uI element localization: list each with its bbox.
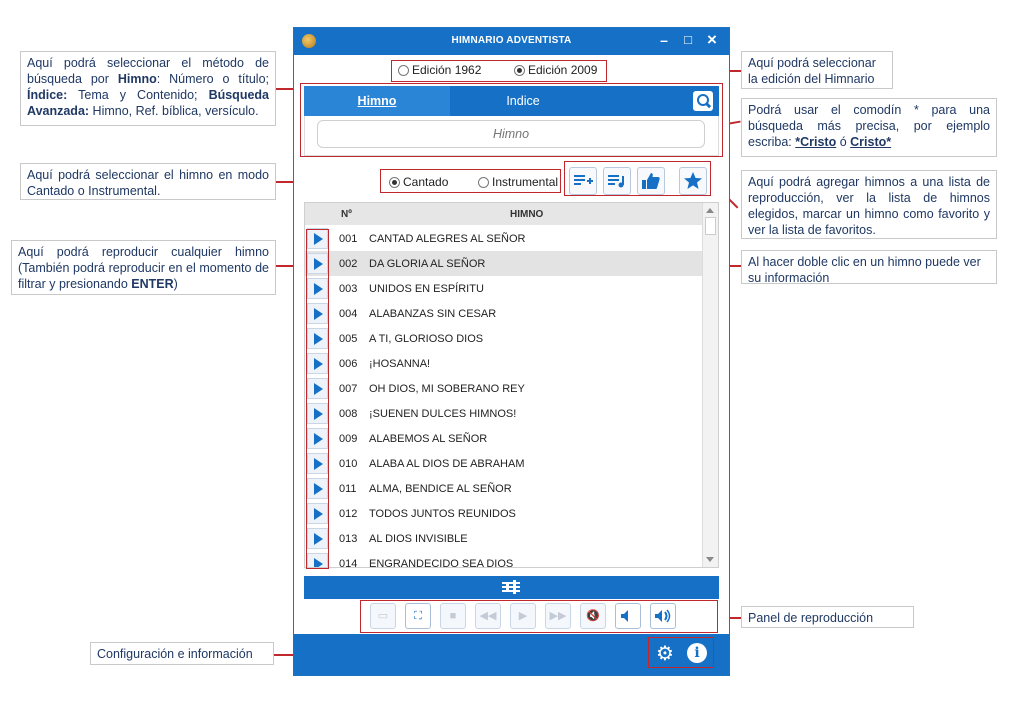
callout-example-1: *Cristo bbox=[795, 135, 837, 149]
hymn-title: ALABA AL DIOS DE ABRAHAM bbox=[369, 458, 525, 470]
mode-instrumental-label: Instrumental bbox=[492, 175, 559, 189]
hymn-number: 001 bbox=[339, 233, 358, 245]
highlight-search-panel bbox=[300, 83, 723, 157]
callout-doubleclick: Al hacer doble clic en un himno puede ver su información bbox=[741, 250, 997, 284]
callout-play: Aquí podrá reproducir cualquier himno (También podrá reproducir en el momento de filtrar y presionando ENTER) bbox=[11, 240, 276, 295]
hymn-title: ALABEMOS AL SEÑOR bbox=[369, 433, 488, 445]
list-item[interactable] bbox=[305, 401, 702, 426]
hymn-number: 007 bbox=[339, 383, 358, 395]
edition-1962-label: Edición 1962 bbox=[412, 63, 482, 77]
hymn-title: AL DIOS INVISIBLE bbox=[369, 533, 468, 545]
hymn-title: CANTAD ALEGRES AL SEÑOR bbox=[369, 233, 526, 245]
list-item[interactable] bbox=[305, 451, 702, 476]
hymn-number: 004 bbox=[339, 308, 358, 320]
mode-cantado-label: Cantado bbox=[403, 175, 449, 189]
hymn-title: ¡HOSANNA! bbox=[369, 358, 431, 370]
hymn-number: 005 bbox=[339, 333, 358, 345]
hymn-number: 006 bbox=[339, 358, 358, 370]
tab-himno[interactable]: Himno bbox=[304, 86, 450, 116]
callout-example-2: Cristo* bbox=[850, 135, 892, 149]
equalizer-icon bbox=[502, 580, 520, 594]
play-button[interactable]: ▶ bbox=[510, 603, 536, 629]
hymn-title: ENGRANDECIDO SEA DIOS bbox=[369, 558, 514, 568]
rewind-button[interactable]: ◀◀ bbox=[475, 603, 501, 629]
callout-edition: Aquí podrá seleccionar la edición del Himnario bbox=[741, 51, 893, 89]
list-item[interactable] bbox=[305, 426, 702, 451]
scroll-thumb[interactable] bbox=[705, 217, 716, 235]
hymn-title: A TI, GLORIOSO DIOS bbox=[369, 333, 484, 345]
list-item[interactable] bbox=[305, 251, 702, 276]
hymn-number: 011 bbox=[339, 483, 357, 495]
callout-player-panel: Panel de reproducción bbox=[741, 606, 914, 628]
callout-bold-indice: Índice: bbox=[27, 88, 68, 102]
hymn-title: UNIDOS EN ESPÍRITU bbox=[369, 283, 484, 295]
forward-button[interactable]: ▶▶ bbox=[545, 603, 571, 629]
highlight-play-column bbox=[306, 229, 329, 569]
list-item[interactable] bbox=[305, 226, 702, 251]
column-title-header[interactable]: HIMNO bbox=[510, 209, 544, 220]
info-icon[interactable]: i bbox=[687, 643, 707, 663]
settings-gear-icon[interactable]: ⚙ bbox=[656, 643, 674, 665]
callout-bold-himno: Himno bbox=[117, 72, 157, 86]
hymn-title: ¡SUENEN DULCES HIMNOS! bbox=[369, 408, 517, 420]
list-item[interactable] bbox=[305, 326, 702, 351]
list-scrollbar[interactable] bbox=[702, 203, 718, 567]
hymn-number: 012 bbox=[339, 508, 358, 520]
list-item[interactable] bbox=[305, 351, 702, 376]
fullscreen-button[interactable]: ⛶ bbox=[405, 603, 431, 629]
edition-2009-label: Edición 2009 bbox=[528, 63, 598, 77]
callout-mode: Aquí podrá seleccionar el himno en modo Cantado o Instrumental. bbox=[20, 163, 276, 200]
highlight-player bbox=[360, 600, 718, 633]
minimize-button[interactable]: – bbox=[660, 32, 668, 48]
list-item[interactable] bbox=[305, 526, 702, 551]
column-number-header[interactable]: Nº bbox=[341, 209, 352, 220]
player-toggle-bar[interactable] bbox=[304, 576, 719, 599]
list-item[interactable] bbox=[305, 301, 702, 326]
hymn-number: 009 bbox=[339, 433, 358, 445]
hymn-number: 003 bbox=[339, 283, 358, 295]
callout-config: Configuración e información bbox=[90, 642, 274, 665]
maximize-button[interactable]: □ bbox=[684, 32, 692, 47]
hymn-list[interactable] bbox=[304, 202, 719, 568]
callout-wildcard: Podrá usar el comodín * para una búsqueda más precisa, por ejemplo escriba: *Cristo ó Cristo* bbox=[741, 98, 997, 157]
title-bar bbox=[294, 28, 729, 55]
window-title: HIMNARIO ADVENTISTA bbox=[451, 35, 572, 46]
list-item[interactable] bbox=[305, 501, 702, 526]
highlight-mode bbox=[380, 169, 561, 193]
scroll-down-icon[interactable] bbox=[706, 557, 714, 562]
list-item[interactable] bbox=[305, 376, 702, 401]
callout-bold-avanzada: Búsqueda Avanzada: bbox=[27, 88, 269, 118]
hymn-title: TODOS JUNTOS REUNIDOS bbox=[369, 508, 516, 520]
list-item[interactable] bbox=[305, 476, 702, 501]
hymn-number: 014 bbox=[339, 558, 358, 568]
highlight-edition bbox=[391, 60, 607, 82]
list-item[interactable] bbox=[305, 276, 702, 301]
hymn-number: 013 bbox=[339, 533, 358, 545]
hymn-number: 008 bbox=[339, 408, 358, 420]
hymn-title: OH DIOS, MI SOBERANO REY bbox=[369, 383, 525, 395]
mute-button[interactable]: 🔇 bbox=[580, 603, 606, 629]
video-button[interactable]: ▭ bbox=[370, 603, 396, 629]
hymn-title: DA GLORIA AL SEÑOR bbox=[369, 258, 486, 270]
hymn-number: 010 bbox=[339, 458, 358, 470]
list-header bbox=[305, 203, 702, 225]
scroll-up-icon[interactable] bbox=[706, 208, 714, 213]
stop-button[interactable]: ■ bbox=[440, 603, 466, 629]
callout-bold-enter: ENTER bbox=[131, 277, 174, 291]
callout-playlist: Aquí podrá agregar himnos a una lista de reproducción, ver la lista de himnos elegidos, marcar un himno como favorito y ver la lista de favoritos. bbox=[741, 170, 997, 239]
hymn-title: ALMA, BENDICE AL SEÑOR bbox=[369, 483, 512, 495]
list-item[interactable] bbox=[305, 551, 702, 568]
hymn-title: ALABANZAS SIN CESAR bbox=[369, 308, 497, 320]
hymn-number: 002 bbox=[339, 258, 358, 270]
tab-indice[interactable]: Indice bbox=[506, 94, 540, 108]
callout-search-method: Aquí podrá seleccionar el método de búsqueda por Himno: Número o título; Índice: Tema y Contenido; Búsqueda Avanzada: Himno, Ref. bíblica, versículo. bbox=[20, 51, 276, 126]
highlight-config bbox=[648, 637, 714, 668]
close-button[interactable]: × bbox=[707, 30, 717, 49]
highlight-toolbar bbox=[564, 161, 711, 196]
